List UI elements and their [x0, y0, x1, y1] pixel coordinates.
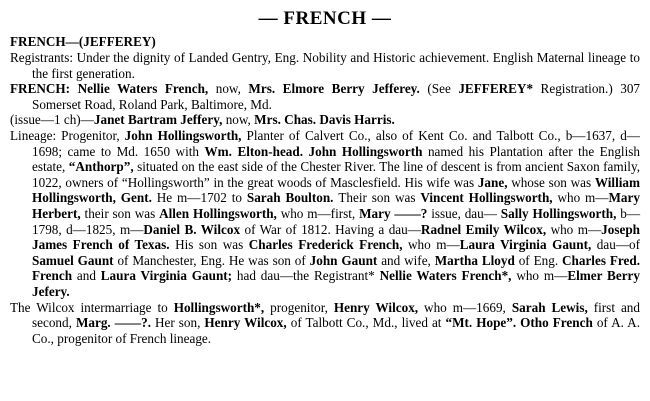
emphasized-text: Janet Bartram Jeffery,: [93, 112, 226, 128]
emphasized-text: Mrs. Chas. Davis Harris.: [254, 112, 395, 128]
emphasized-text: Sarah Boulton.: [246, 190, 339, 206]
emphasized-text: Henry Wilcox,: [333, 299, 425, 315]
body-text: now,: [215, 81, 249, 97]
body-text: The Wilcox intermarriage to: [10, 299, 174, 315]
body-text: (See: [427, 81, 459, 97]
emphasized-text: Nellie Waters French*,: [379, 268, 517, 284]
emphasized-text: “Mt. Hope”. Otho French: [445, 315, 597, 331]
lineage-paragraph: [10, 128, 640, 300]
emphasized-text: Wm. Elton-head. John Hollingsworth: [204, 143, 428, 159]
emphasized-text: JEFFEREY*: [458, 81, 534, 97]
body-text: had dau—the Registrant*: [236, 268, 380, 284]
emphasized-text: Mrs. Elmore Berry Jefferey.: [248, 81, 428, 97]
emphasized-text: Charles Frederick French,: [248, 237, 409, 253]
body-text: and: [76, 268, 101, 284]
emphasized-text: Hollingsworth*,: [173, 299, 271, 315]
body-text: who m—: [408, 237, 460, 253]
emphasized-text: Laura Virginia Gaunt;: [100, 268, 237, 284]
emphasized-text: Vincent Hollingsworth,: [420, 190, 558, 206]
body-text: first and second,: [32, 299, 640, 331]
emphasized-text: Henry Wilcox,: [204, 315, 291, 331]
body-text: of Eng.: [518, 252, 562, 268]
body-text: now,: [225, 112, 255, 128]
emphasized-text: Allen Hollingsworth,: [159, 205, 281, 221]
emphasized-text: Radnel Emily Wilcox,: [420, 221, 551, 237]
body-text: (issue—1 ch)—: [10, 112, 94, 128]
body-text: who m—: [557, 190, 609, 206]
emphasized-text: “Anthorp”,: [68, 159, 138, 175]
body-text: progenitor,: [270, 299, 334, 315]
french-registrant-paragraph: [10, 81, 640, 112]
emphasized-text: FRENCH: Nellie Waters French,: [10, 81, 216, 97]
body-text: dau—of: [596, 237, 641, 253]
body-text: Registration.) 307 Somerset Road, Roland Park, Baltimore, Md.: [32, 81, 641, 112]
issue-paragraph: [10, 112, 640, 128]
body-text: of A. A. Co., progenitor of French lineage.: [32, 315, 641, 346]
body-text: Their son was: [338, 190, 421, 206]
wilcox-paragraph: [10, 300, 640, 347]
emphasized-text: Sally Hollingsworth,: [500, 205, 621, 221]
emphasized-text: Martha Lloyd: [434, 252, 519, 268]
body-text: issue, dau—: [431, 205, 501, 221]
emphasized-text: Mary ——?: [359, 205, 432, 221]
emphasized-text: John Hollingsworth,: [124, 127, 247, 143]
emphasized-text: Joseph James French of Texas.: [32, 221, 640, 253]
body-text: Her son,: [155, 315, 205, 331]
emphasized-text: Marg. ——?.: [75, 315, 156, 331]
emphasized-text: Daniel B. Wilcox: [143, 221, 245, 237]
emphasized-text: Laura Virginia Gaunt,: [459, 237, 597, 253]
body-text: their son was: [84, 205, 160, 221]
body-text: who m—: [516, 268, 568, 284]
body-text: named his Plantation after the English estate,: [32, 143, 640, 175]
body-text: b—1798, d—1825, m—: [32, 205, 641, 237]
body-text: of Manchester, Eng. He was son of: [117, 252, 310, 268]
body-text: Registrants:: [10, 50, 77, 65]
body-text: and wife,: [381, 252, 435, 268]
body-text: who m—first,: [280, 205, 360, 221]
body-text: His son was: [175, 237, 249, 253]
body-text: Under the dignity of Landed Gentry, Eng. Nobility and Historic achievement. English Maternal lineage to the first generation.: [32, 50, 640, 81]
emphasized-text: Charles Fred. French: [32, 252, 640, 284]
emphasized-text: Mary Herbert,: [32, 190, 640, 221]
page-title: — FRENCH —: [258, 8, 392, 29]
body-text: situated on the east side of the Chester River. The line of descent is from ancient Saxon family, 1022, owners of “Hollingsworth” in the great woods of Masclesfield. His wife was: [32, 159, 640, 190]
emphasized-text: Sarah Lewis,: [511, 299, 594, 315]
body-text: Planter of Calvert Co., also of Kent Co. and Talbott Co., b—1637, d—1698; came to Md. 1650 with: [32, 127, 640, 159]
registrants-paragraph: [10, 50, 640, 81]
body-text: Lineage: Progenitor,: [10, 127, 125, 143]
emphasized-text: Samuel Gaunt: [32, 252, 118, 268]
body-text: of War of 1812. Having a dau—: [244, 221, 421, 237]
emphasized-text: Elmer Berry Jefery.: [32, 268, 641, 299]
body-text: of Talbott Co., Md., lived at: [290, 315, 446, 331]
body-text: whose son was: [511, 174, 595, 190]
body-text: He m—1702 to: [156, 190, 247, 206]
emphasized-text: William Hollingsworth, Gent.: [32, 174, 640, 206]
body-text: who m—1669,: [424, 299, 512, 315]
entry-heading: FRENCH—(JEFFEREY): [10, 34, 156, 49]
body-text: who m—: [550, 221, 602, 237]
emphasized-text: John Gaunt: [309, 252, 382, 268]
emphasized-text: Jane,: [477, 174, 512, 190]
genealogy-entry: [10, 34, 640, 346]
